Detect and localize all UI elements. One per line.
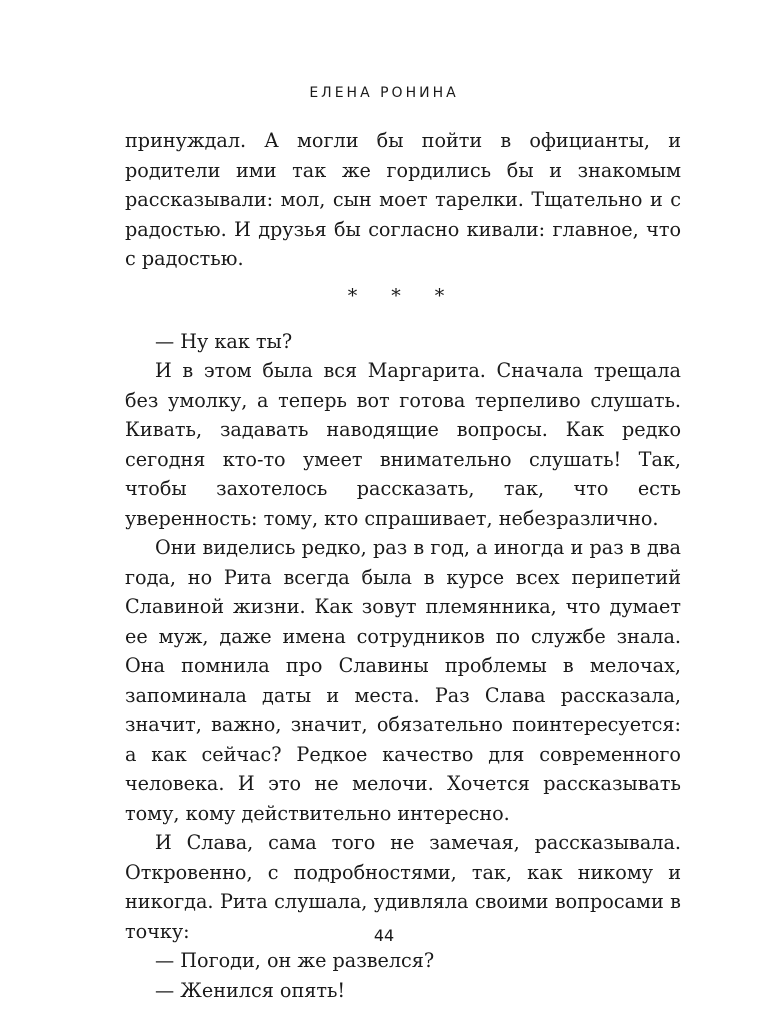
page-text — [125, 126, 681, 1005]
dialogue-line: — Ну как ты? — [155, 329, 293, 353]
paragraph: И Слава, сама того не замечая, рассказывала. Откровенно, с подробностями, так, как никому и никогда. Рита слушала, удивляла своими вопросами в точку: — [125, 831, 681, 943]
paragraph: И в этом была вся Маргарита. Сначала трещала без умолку, а теперь вот готова терпеливо слушать. Кивать, задавать наводящие вопросы. Как редко сегодня кто-то умеет внимательно слушать! Так, чтобы захотелось рассказать, так, что есть уверенность: тому, кто спрашивает, небезразлично. — [125, 359, 681, 530]
paragraph-continuation: принуждал. А могли бы пойти в официанты, и родители ими так же гордились бы и знакомым рассказывали: мол, сын моет тарелки. Тщательно и с радостью. И друзья бы согласно кивали: главное, что с радостью. — [125, 129, 681, 270]
page-number: 44 — [373, 926, 395, 945]
paragraph: Они виделись редко, раз в год, а иногда и раз в два года, но Рита всегда была в курсе всех перипетий Славиной жизни. Как зовут племянника, что думает ее муж, даже имена сотрудников по службе знала. Она помнила про Славины проблемы в мелочах, запоминала даты и места. Раз Слава рассказала, значит, важно, значит, обязательно поинтересуется: а как сейчас? Редкое качество для современного человека. И это не мелочи. Хочется рассказывать тому, кому действительно интересно. — [125, 536, 681, 825]
running-head: ЕЛЕНА РОНИНА — [309, 85, 459, 101]
dialogue-line: — Женился опять! — [155, 978, 346, 1002]
section-separator: * * * — [347, 284, 459, 307]
dialogue-line: — Погоди, он же развелся? — [155, 949, 435, 972]
